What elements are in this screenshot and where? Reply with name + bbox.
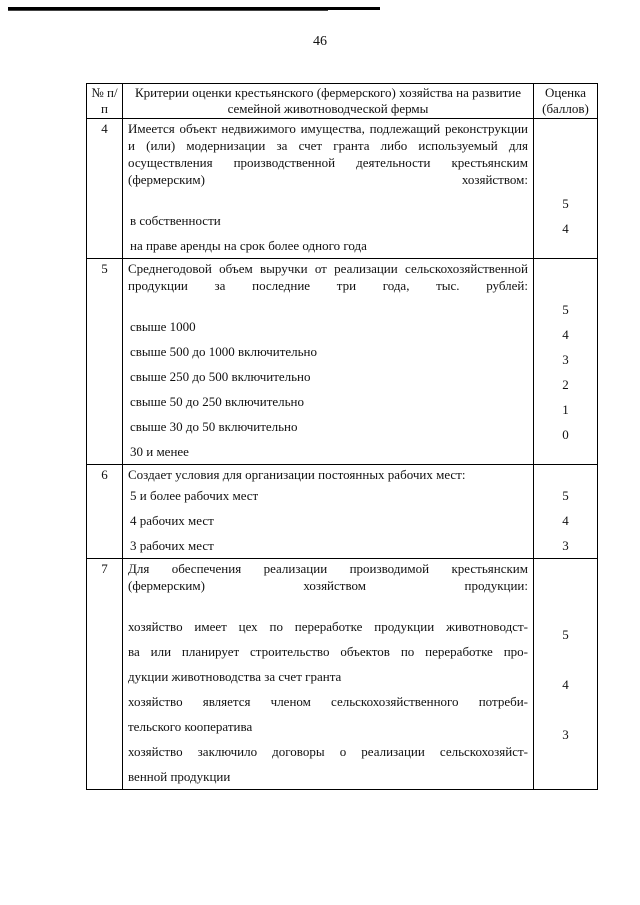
option-score: 3 <box>562 352 569 367</box>
option-score: 5 <box>562 196 569 211</box>
option-line: ва или планирует строительство объектов по переработке про- <box>128 644 528 659</box>
table-row <box>87 119 598 259</box>
top-rule-thin <box>8 10 328 11</box>
option-line: дукции животноводства за счет гранта <box>128 669 342 684</box>
criteria-table <box>86 83 598 790</box>
option-label: свыше 1000 <box>130 319 196 334</box>
header-criteria: Критерии оценки крестьянского (фермерского) хозяйства на развитие семейной животноводческой фермы <box>123 84 534 119</box>
option-score: 1 <box>562 402 569 417</box>
option-score: 0 <box>562 427 569 442</box>
table-row <box>87 465 598 559</box>
header-num: № п/п <box>87 84 123 119</box>
option-score: 5 <box>562 627 569 642</box>
option-line: хозяйство является членом сельскохозяйственного потреби- <box>128 694 528 709</box>
criterion-text: Создает условия для организации постоянных рабочих мест: <box>128 467 466 482</box>
option-label: на праве аренды на срок более одного года <box>130 238 367 253</box>
option-line: тельского кооператива <box>128 719 253 734</box>
option-label: 5 и более рабочих мест <box>130 488 259 503</box>
option-score: 3 <box>562 538 569 553</box>
option-score: 2 <box>562 377 569 392</box>
option-line: венной продукции <box>128 769 231 784</box>
table-row <box>87 559 598 790</box>
row-number: 5 <box>87 259 123 465</box>
option-label: свыше 500 до 1000 включительно <box>130 344 318 359</box>
criterion-text: Имеется объект недвижимого имущества, подлежащий реконструкции и (или) модернизации за счет гранта либо используемый для осуществления производственной деятельности крестьянским (фермерским) хозяйством: <box>128 121 528 187</box>
option-line: хозяйство имеет цех по переработке продукции животноводст- <box>128 619 528 634</box>
option-score: 4 <box>562 221 569 236</box>
option-score: 3 <box>562 727 569 742</box>
option-score: 4 <box>562 327 569 342</box>
row-number: 6 <box>87 465 123 559</box>
table-header-row <box>87 84 598 119</box>
table-row <box>87 259 598 465</box>
option-label: 3 рабочих мест <box>130 538 214 553</box>
criterion-text: Для обеспечения реализации производимой крестьянским (фермерским) хозяйством продукции: <box>128 561 528 593</box>
option-score: 4 <box>562 677 569 692</box>
row-number: 4 <box>87 119 123 259</box>
criterion-text: Среднегодовой объем выручки от реализации сельскохозяйственной продукции за последние три года, тыс. рублей: <box>128 261 528 293</box>
row-number: 7 <box>87 559 123 790</box>
page-number: 46 <box>313 34 327 49</box>
option-score: 5 <box>562 302 569 317</box>
option-label: 4 рабочих мест <box>130 513 214 528</box>
option-label: в собственности <box>130 213 221 228</box>
option-label: свыше 30 до 50 включительно <box>130 419 298 434</box>
option-label: 30 и менее <box>130 444 189 459</box>
option-label: свыше 50 до 250 включительно <box>130 394 305 409</box>
option-score: 4 <box>562 513 569 528</box>
header-score: Оценка (баллов) <box>534 84 598 119</box>
option-line: хозяйство заключило договоры о реализации сельскохозяйст- <box>128 744 528 759</box>
option-label: свыше 250 до 500 включительно <box>130 369 311 384</box>
option-score: 5 <box>562 488 569 503</box>
